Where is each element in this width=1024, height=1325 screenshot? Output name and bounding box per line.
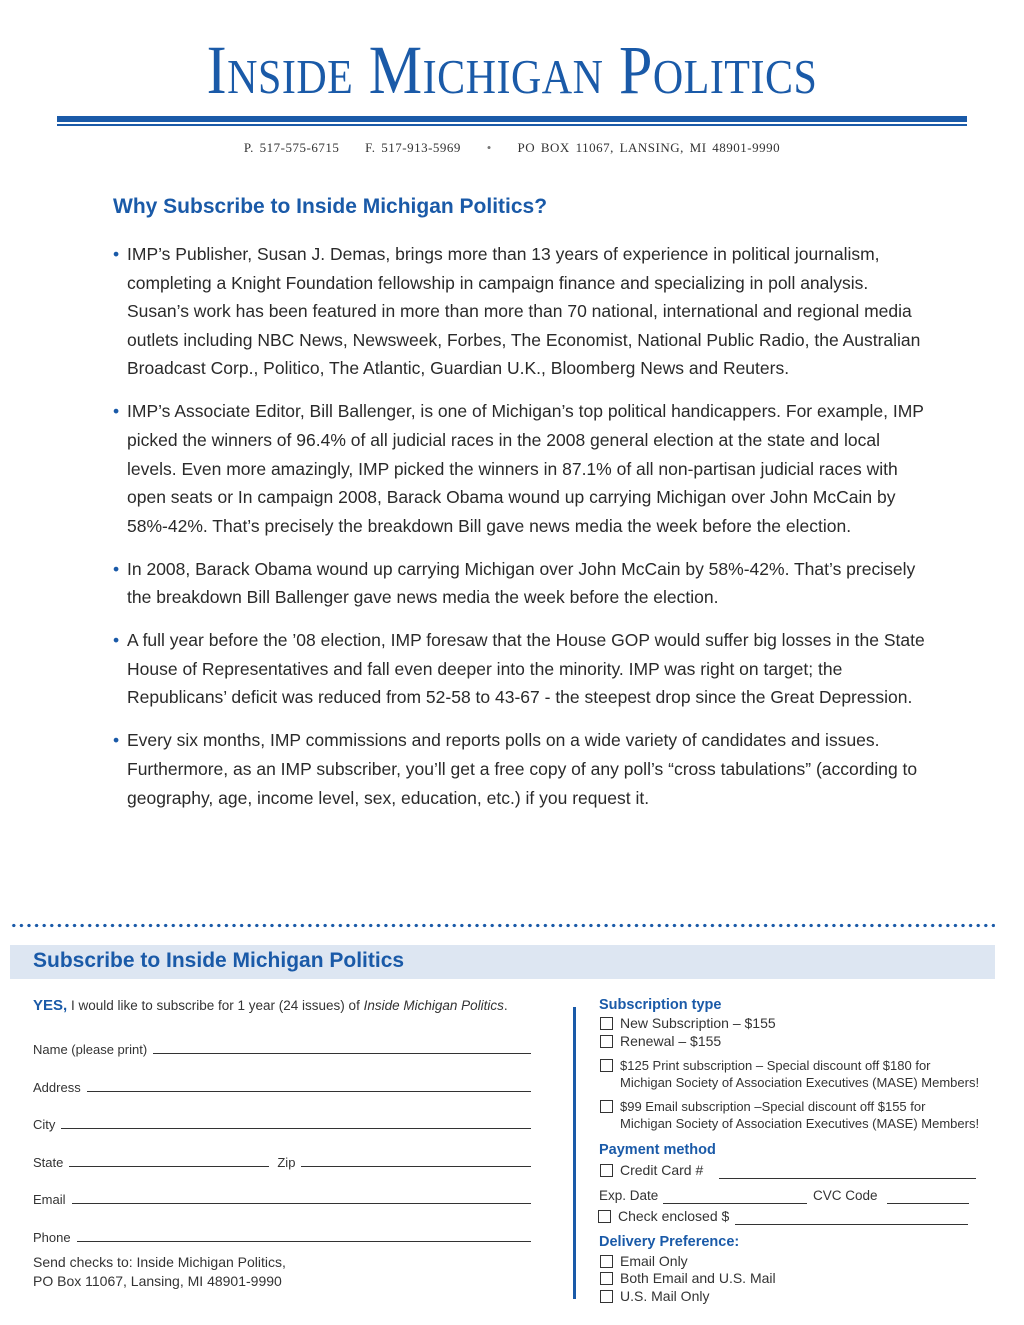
why-subscribe-heading: Why Subscribe to Inside Michigan Politics?: [113, 195, 548, 218]
email-label: Email: [33, 1192, 66, 1207]
masthead-rule: [57, 116, 967, 122]
separator-dot: •: [486, 140, 492, 155]
option-check-enclosed[interactable]: [598, 1208, 729, 1225]
benefits-list: [113, 240, 928, 827]
option-label-line2: Michigan Society of Association Executives (MASE) Members!: [620, 1116, 980, 1131]
checkbox[interactable]: [600, 1100, 613, 1113]
address-field[interactable]: [33, 1080, 531, 1095]
mailing-address: PO BOX 11067, LANSING, MI 48901-9990: [517, 140, 781, 155]
subscribe-statement: [33, 997, 533, 1014]
publication-name: Inside Michigan Politics: [363, 998, 504, 1013]
checkbox[interactable]: [600, 1290, 613, 1303]
zip-label: Zip: [277, 1155, 296, 1170]
send-checks-note: [33, 1253, 286, 1291]
option-label: U.S. Mail Only: [620, 1288, 710, 1304]
option-new-subscription[interactable]: [600, 1015, 776, 1032]
option-label: [620, 1057, 979, 1091]
masthead-title: Inside Michigan Politics: [206, 32, 818, 108]
masthead-rule-thin: [57, 124, 967, 126]
send-checks-line2: PO Box 11067, Lansing, MI 48901-9990: [33, 1273, 282, 1289]
payment-method-heading: Payment method: [599, 1142, 716, 1158]
name-input-line[interactable]: [153, 1052, 531, 1054]
cvc-code-input-line[interactable]: [887, 1202, 969, 1204]
phone-input-line[interactable]: [77, 1240, 531, 1242]
option-email-only[interactable]: [600, 1253, 688, 1270]
phone-field[interactable]: [33, 1230, 531, 1245]
option-credit-card[interactable]: [600, 1162, 703, 1179]
credit-card-input-line[interactable]: [719, 1177, 976, 1179]
benefit-item: • Every six months, IMP commissions and reports polls on a wide variety of candidates and issues. Furthermore, as an IMP subscriber, you’ll get a free copy of any poll’s “cross tabulations” (according to geography, age, income level, sex, education, etc.) if you request it.: [113, 726, 928, 812]
city-field[interactable]: [33, 1117, 531, 1132]
checkbox[interactable]: [600, 1035, 613, 1048]
cvc-code-label: CVC Code: [813, 1188, 878, 1203]
name-label: Name (please print): [33, 1042, 148, 1057]
state-input-line[interactable]: [69, 1165, 269, 1167]
phone-label: Phone: [33, 1230, 71, 1245]
contact-form: [33, 997, 533, 1289]
state-zip-field[interactable]: [33, 1155, 531, 1170]
dotted-divider: [10, 923, 995, 928]
form-heading: Subscribe to Inside Michigan Politics: [33, 949, 405, 972]
option-label-line1: $99 Email subscription –Special discount off $155 for: [620, 1099, 926, 1114]
option-label-line2: Michigan Society of Association Executives (MASE) Members!: [620, 1075, 980, 1090]
checkbox[interactable]: [600, 1255, 613, 1268]
option-label: Email Only: [620, 1253, 688, 1269]
option-email-discount[interactable]: [600, 1098, 979, 1132]
checkbox[interactable]: [600, 1017, 613, 1030]
checkbox[interactable]: [600, 1164, 613, 1177]
benefit-item: • IMP’s Associate Editor, Bill Ballenger, is one of Michigan’s top political handicappers. For example, IMP picked the winners of 96.4% of all judicial races in the 2008 general election at the state and local levels. Even more amazingly, IMP picked the winners in 87.1% of all non-partisan judicial races with open seats or In campaign 2008, Barack Obama wound up carrying Michigan over John McCain by 58%-42%. That’s precisely the breakdown Bill gave news media the week before the election.: [113, 397, 928, 540]
benefit-item: • IMP’s Publisher, Susan J. Demas, brings more than 13 years of experience in political journalism, completing a Knight Foundation fellowship in campaign finance and specializing in poll analysis. Susan’s work has been featured in more than more than 70 national, international and regional media outlets including NBC News, Newsweek, Forbes, The Economist, National Public Radio, the Australian Broadcast Corp., Politico, The Atlantic, Guardian U.K., Bloomberg News and Reuters.: [113, 240, 928, 383]
exp-date-input-line[interactable]: [663, 1202, 807, 1204]
delivery-preference-heading: Delivery Preference:: [599, 1234, 740, 1250]
fax-number: F. 517-913-5969: [365, 140, 461, 155]
option-label-line1: $125 Print subscription – Special discount off $180 for: [620, 1058, 931, 1073]
address-label: Address: [33, 1080, 81, 1095]
address-input-line[interactable]: [87, 1090, 531, 1092]
state-label: State: [33, 1155, 64, 1170]
email-input-line[interactable]: [72, 1202, 531, 1204]
yes-end: .: [503, 998, 508, 1013]
option-print-discount[interactable]: [600, 1057, 979, 1091]
option-label: Renewal – $155: [620, 1033, 722, 1049]
yes-label: YES,: [33, 997, 68, 1014]
benefit-item: • In 2008, Barack Obama wound up carrying Michigan over John McCain by 58%-42%. That’s precisely the breakdown Bill Ballenger gave news media the week before the election.: [113, 555, 928, 612]
checkbox[interactable]: [600, 1272, 613, 1285]
yes-text: I would like to subscribe for 1 year (24 issues) of: [67, 998, 364, 1013]
option-label: Check enclosed $: [618, 1208, 730, 1224]
city-input-line[interactable]: [61, 1127, 531, 1129]
subscription-type-heading: Subscription type: [599, 997, 722, 1013]
email-field[interactable]: [33, 1192, 531, 1207]
name-field[interactable]: [33, 1042, 531, 1057]
option-email-and-mail[interactable]: [600, 1270, 776, 1287]
option-label: Credit Card #: [620, 1162, 704, 1178]
option-label: [620, 1098, 979, 1132]
checkbox[interactable]: [598, 1210, 611, 1223]
phone-number: P. 517-575-6715: [243, 140, 340, 155]
zip-input-line[interactable]: [301, 1165, 531, 1167]
option-mail-only[interactable]: [600, 1288, 709, 1305]
exp-date-label: Exp. Date: [599, 1188, 659, 1203]
check-amount-input-line[interactable]: [735, 1223, 968, 1225]
send-checks-line1: Send checks to: Inside Michigan Politics,: [33, 1254, 286, 1270]
column-divider: [573, 1007, 576, 1299]
option-label: Both Email and U.S. Mail: [620, 1270, 776, 1286]
city-label: City: [33, 1117, 56, 1132]
contact-line: [0, 140, 1024, 156]
checkbox[interactable]: [600, 1059, 613, 1072]
option-label: New Subscription – $155: [620, 1015, 776, 1031]
benefit-item: • A full year before the ’08 election, IMP foresaw that the House GOP would suffer big losses in the State House of Representatives and fall even deeper into the minority. IMP was right on target; the Republicans’ deficit was reduced from 52-58 to 43-67 - the steepest drop since the Great Depression.: [113, 626, 928, 712]
option-renewal[interactable]: [600, 1033, 721, 1050]
